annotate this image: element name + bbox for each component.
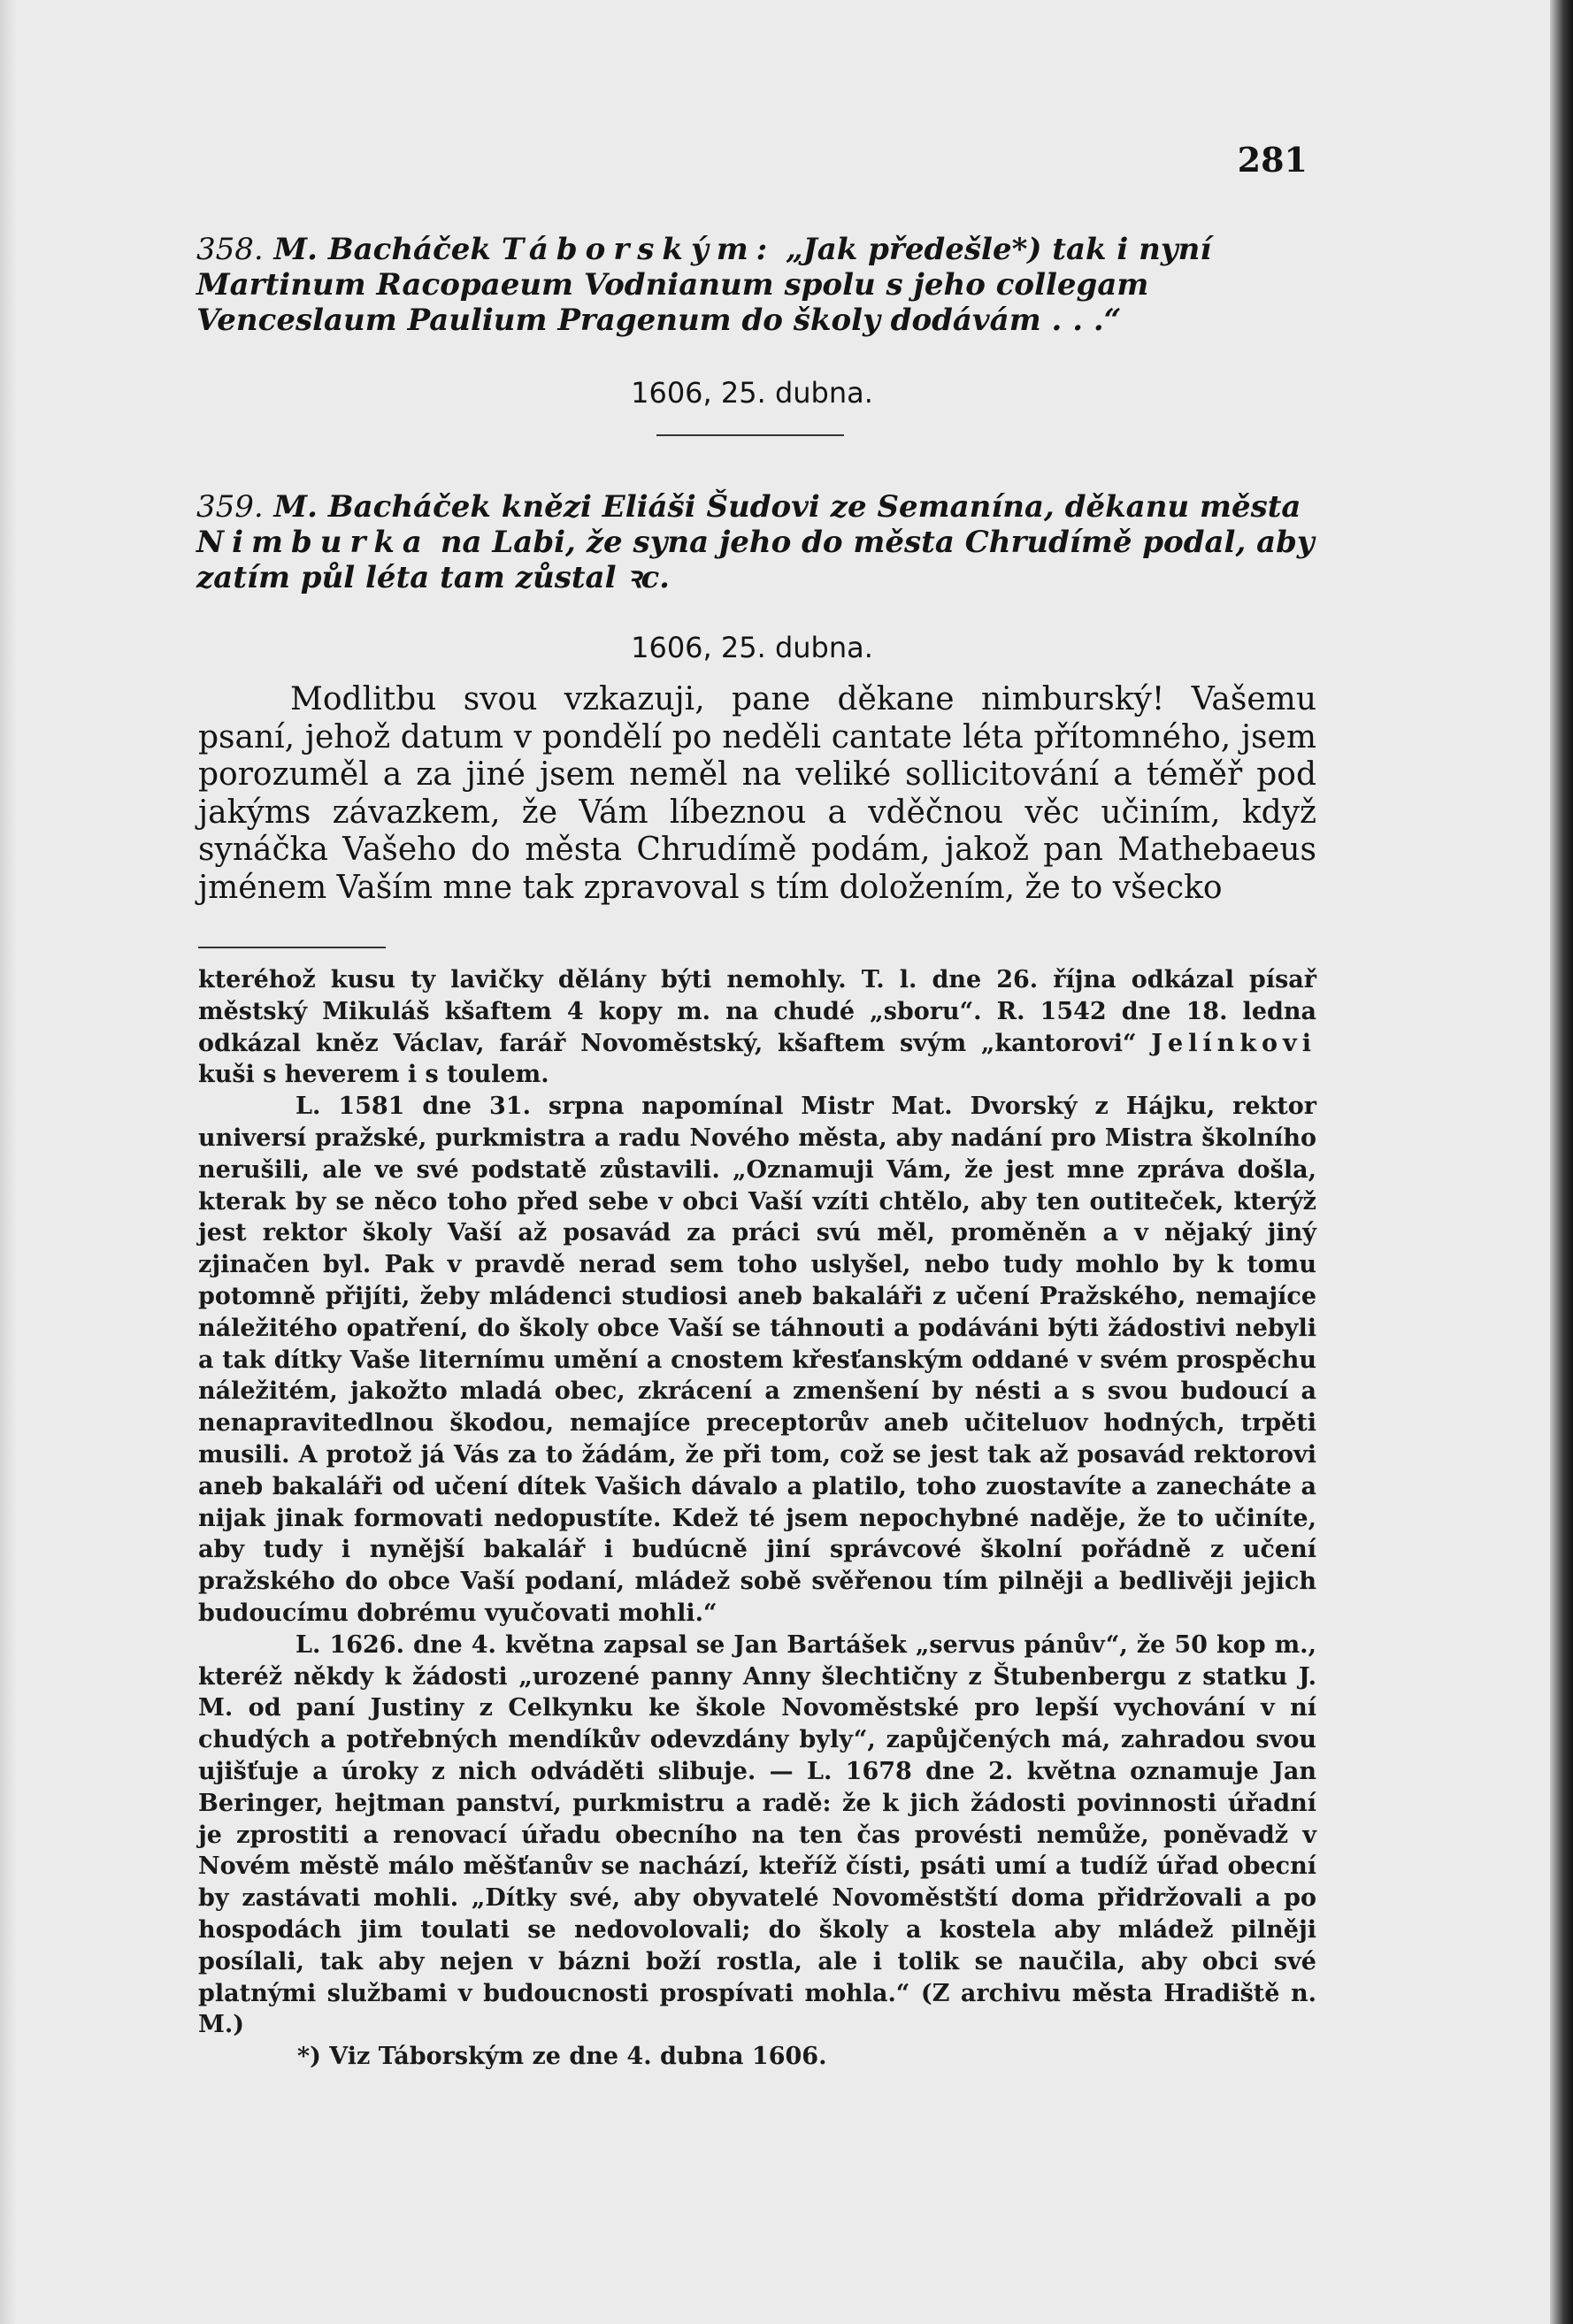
entry-358-text: „Jak předešle*) tak i nyní Martinum Racopaeum Vodnianum spolu s jeho collegam Venceslaum Paulium Pragenum do školy dodávám . . .“: [196, 232, 1212, 338]
entry-358-number: 358.: [196, 232, 264, 267]
footnote-divider: [198, 947, 386, 948]
footnote-paragraph-1: [198, 964, 1316, 1091]
scan-edge-right: [1550, 0, 1573, 2324]
letter-body: [198, 681, 1316, 907]
entry-358-recipient: Táborským:: [501, 232, 776, 267]
entry-359-number: 359.: [196, 489, 264, 525]
entry-359-title-part2: na Labi, že syna jeho do města Chrudímě podal, aby zatím půl léta tam zůstal ꝛc.: [196, 525, 1315, 595]
entry-359-date: 1606, 25. dubna.: [631, 631, 873, 664]
footnote-paragraph-2: L. 1581 dne 31. srpna napomínal Mistr Mat. Dvorský z Hájku, rektor universí pražské, purkmistra a radu Nového města, aby nadání pro Mistra školního nerušili, ale ve své podstatě zůstavili. „Oznamuji Vám, že jest mne zpráva došla, kterak by se něco toho před sebe v obci Vaší vzíti chtělo, aby ten outiteček, kterýž jest rektor školy Vaší až posavád za práci svú měl, proměněn a v nějaký jiný zjinačen byl. Pak v pravdě nerad sem toho uslyšel, nebo tudy mohlo by k tomu potomně přijíti, žeby mládenci studiosi aneb bakaláři z učení Pražského, nemajíce náležitého opatření, do školy obce Vaší se táhnouti a podáváni býti žádostivi nebyli a tak dítky Vaše liternímu umění a cnostem křesťanským oddané v svém prospěchu náležitém, jakožto mladá obec, zkrácení a zmenšení by nésti a s svou budoucí a nenapravitedlnou škodou, nemajíce preceptorův aneb učiteluov hodných, trpěti musili. A protož já Vás za to žádám, že při tom, což se jest tak až posavád rektorovi aneb bakaláři od učení dítek Vašich dávalo a platilo, toho zuostavíte a zanecháte a nijak jinak formovati nedopustíte. Kdež té jsem nepochybné naděje, že to učiníte, aby tudy i nynější bakalář i budúcně jiní správcové školní pořádně z učení pražského do obce Vaší podaní, mládež sobě svěřenou tím pilněji a bedlivěji jejich budoucímu dobrému vyučovati mohli.“: [198, 1093, 1316, 1627]
entry-358-date: 1606, 25. dubna.: [631, 376, 873, 410]
entry-359-title-part1: M. Bacháček knězi Eliáši Šudovi ze Semanína, děkanu města: [273, 489, 1301, 525]
footnotes: [198, 964, 1316, 2073]
footnote-1-text-b: kuši s heverem i s toulem.: [198, 1061, 549, 1089]
footnote-paragraph-3: L. 1626. dne 4. května zapsal se Jan Bartášek „servus pánův“, že 50 kop m., kteréž někdy k žádosti „urozené panny Anny šlechtičny z Štubenbergu z statku J. M. od paní Justiny z Celkynku ke škole Novoměstské pro lepší vychování v ní chudých a potřebných mendíkův odevzdány byly“, zapůjčených má, zahradou svou ujišťuje a úroky z nich odváděti slibuje. — L. 1678 dne 2. května oznamuje Jan Beringer, hejtman panství, purkmistru a radě: že k jich žádosti povinnosti úřadní je zprostiti a renovací úřadu obecního na ten čas provésti nemůže, poněvadž v Novém městě málo měšťanův se nachází, kteříž čísti, psáti umí a tudíž úřad obecní by zastávati mohli. „Dítky své, aby obyvatelé Novoměstští doma přidržovali a po hospodách jim toulati se nedovolovali; do školy a kostela aby mládež pilněji posílali, tak aby nejen v bázni boží rostla, ale i tolik se naučila, aby obci své platnými službami v budoucnosti prospívati mohla.“ (Z archivu města Hradiště n. M.): [198, 1630, 1316, 2039]
page-number: 281: [1237, 140, 1308, 180]
entry-358-heading: [196, 232, 1320, 338]
entry-358-author: M. Bacháček: [273, 232, 491, 267]
footnote-asterisk: *) Viz Táborským ze dne 4. dubna 1606.: [297, 2043, 827, 2071]
scan-shadow-left: [0, 0, 16, 2324]
entry-359-heading: [196, 489, 1320, 595]
letter-paragraph: Modlitbu svou vzkazuji, pane děkane nimburský! Vašemu psaní, jehož datum v pondělí po neděli cantate léta přítomného, jsem porozuměl a za jiné jsem neměl na veliké sollicitování a téměř pod jakýms závazkem, že Vám líbeznou a vděčnou věc učiním, když synáčka Vašeho do města Chrudímě podám, jakož pan Mathebaeus jménem Vaším mne tak zpravoval s tím doložením, že to všecko: [198, 681, 1316, 906]
footnote-1-text-a: kteréhož kusu ty lavičky dělány býti nemohly. T. l. dne 26. října odkázal písař městský Mikuláš kšaftem 4 kopy m. na chudé „sboru“. R. 1542 dne 18. ledna odkázal kněz Václav, farář Novoměstský, kšaftem svým „kantorovi“: [198, 966, 1316, 1057]
footnote-1-spaced-name: Jelínkovi: [1151, 1029, 1316, 1057]
section-divider: [656, 434, 844, 436]
entry-359-title-spaced: Nimburka: [196, 525, 430, 560]
